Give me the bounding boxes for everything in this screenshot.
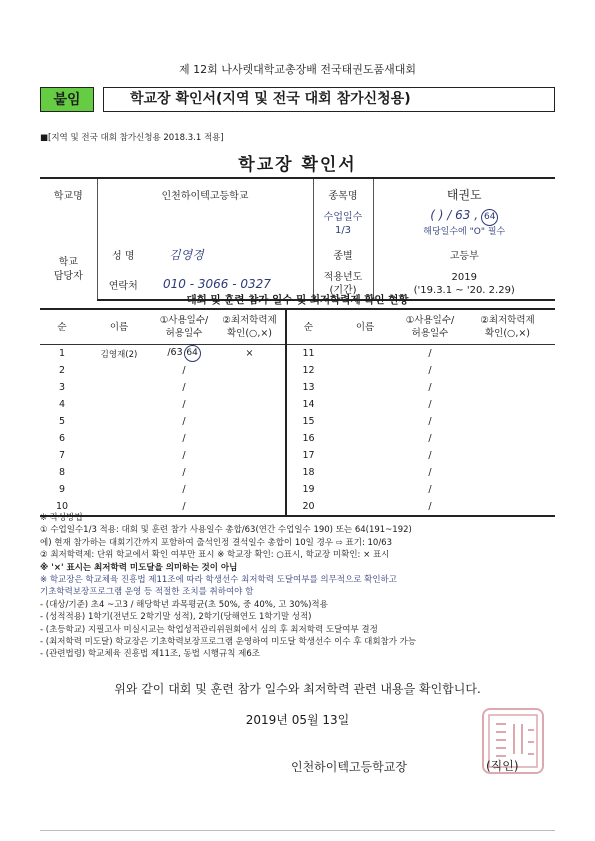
days-circled: 64	[184, 345, 201, 362]
contact-value: 010 - 3066 - 0327	[149, 269, 313, 300]
row-number: 4	[58, 399, 66, 410]
days-value-right: /	[400, 498, 460, 516]
note-line: ※ '×' 표시는 최저학력 미도달을 의미하는 것이 아님	[40, 562, 238, 573]
student-name	[84, 464, 154, 481]
days-cell	[154, 396, 214, 413]
grade-check	[214, 362, 286, 379]
row-number-right: 13	[286, 379, 330, 396]
days-cell	[154, 481, 214, 498]
student-name	[84, 362, 154, 379]
table-row	[40, 396, 555, 413]
student-name	[84, 447, 154, 464]
grade-check-right	[460, 396, 555, 413]
note-line: 에) 현재 참가하는 대회기간까지 포함하여 출석인정 결석일수 총합이 10일 경우 ⇨ 표기: 10/63	[40, 537, 393, 548]
col-grade-2: 확인(○,×)	[226, 328, 273, 339]
grade-check	[214, 464, 286, 481]
student-name: 김영재(2)	[100, 349, 138, 360]
row-number-right: 16	[286, 430, 330, 447]
col-grade: ②최저학력제	[222, 315, 277, 326]
days-value: /	[182, 450, 186, 461]
student-name	[84, 396, 154, 413]
student-name-right	[330, 396, 400, 413]
grade-check-right	[460, 481, 555, 498]
row-number-right: 12	[286, 362, 330, 379]
grade-check-right	[460, 430, 555, 447]
days-label: 수업일수	[323, 212, 363, 223]
student-name	[84, 481, 154, 498]
grade-check	[214, 447, 286, 464]
student-name-right	[330, 345, 400, 363]
table-row	[40, 413, 555, 430]
student-name-right	[330, 379, 400, 396]
days-value-right: /	[428, 365, 432, 376]
grade-check	[214, 430, 286, 447]
applies-note: ■[지역 및 전국 대회 참가신청용 2018.3.1 적용]	[40, 133, 224, 143]
days-value: /	[182, 467, 186, 478]
row-number: 10	[40, 498, 84, 516]
days-value: /	[182, 399, 186, 410]
col-days-right: ①사용일수/	[405, 315, 455, 326]
row-number: 3	[58, 382, 66, 393]
name-label: 성 명	[97, 239, 149, 269]
days-value: /	[182, 484, 186, 495]
seal-label: (직인)	[486, 759, 519, 773]
row-number-right: 15	[286, 413, 330, 430]
row-number: 1	[58, 348, 66, 359]
col-days-right-2: 허용일수	[411, 328, 449, 339]
year-label: 적용년도	[323, 272, 363, 283]
days-value-right: /	[428, 382, 432, 393]
note-line: - (최저학력 미도달) 학교장은 기초학력보장프로그램 운영하여 미도달 학생선수 이수 후 대회참가 가능	[40, 637, 417, 648]
days-cell	[154, 345, 214, 363]
grade-check-right	[460, 345, 555, 363]
student-name	[84, 379, 154, 396]
note-line: 기초학력보장프로그램 운영 등 적절한 조치를 취하여야 함	[40, 587, 254, 598]
note-line: ※ 학교장은 학교체육 진흥법 제11조에 따라 학생선수 최저학력 도달여부를 의무적으로 확인하고	[40, 575, 397, 586]
row-number-right: 14	[286, 396, 330, 413]
days-value-right: /	[428, 416, 432, 427]
bottom-rule	[40, 830, 555, 831]
days-cell	[154, 430, 214, 447]
days-value: /63	[167, 347, 183, 358]
col-days: ①사용일수/	[159, 315, 209, 326]
row-number-right: 18	[286, 464, 330, 481]
row-number-right: 20	[286, 498, 330, 516]
grade-check-right	[460, 379, 555, 396]
col-name: 이름	[84, 309, 154, 345]
manager-label-2: 담당자	[53, 270, 83, 282]
issue-date: 2019년 05월 13일	[245, 713, 350, 727]
days-value: ( ) / 63 ,	[430, 208, 479, 222]
info-table	[40, 177, 555, 301]
note-line: ① 수업일수1/3 적용: 대회 및 훈련 참가 사용일수 총합/63(연간 수업일수 190) 또는 64(191~192)	[40, 525, 412, 536]
student-name-right	[330, 362, 400, 379]
note-line: - (관련법령) 학교체육 진흥법 제11조, 동법 시행규칙 제6조	[40, 649, 260, 660]
table-row	[40, 481, 555, 498]
event-name: 제 12회 나사렛대학교총장배 전국태권도품새대회	[178, 63, 416, 76]
note-line: ※ 작성방법	[40, 513, 83, 523]
col-grade-right-2: 확인(○,×)	[484, 328, 531, 339]
days-value-right: /	[428, 399, 432, 410]
days-cell	[154, 447, 214, 464]
row-number: 9	[58, 484, 66, 495]
grade-check	[214, 481, 286, 498]
type-value: 고등부	[373, 239, 555, 269]
col-name-right: 이름	[330, 309, 400, 345]
student-name-right	[330, 447, 400, 464]
student-name-right	[330, 413, 400, 430]
row-number: 7	[58, 450, 66, 461]
event-value: 태권도	[373, 178, 555, 209]
grade-check: ×	[245, 348, 254, 359]
days-note: 해당일수에 "O" 필수	[423, 227, 506, 237]
school-label: 학교명	[40, 178, 97, 209]
note-line: ② 최저학력제: 단위 학교에서 확인 여부만 표시 ※ 학교장 확인: ○표시, 학교장 미확인: × 표시	[40, 550, 390, 561]
grade-check-right	[460, 413, 555, 430]
days-value-right: /	[428, 348, 432, 359]
row-number: 5	[58, 416, 66, 427]
row-number-right: 11	[286, 345, 330, 363]
table-row	[40, 362, 555, 379]
col-no: 순	[40, 309, 84, 345]
closing-statement: 위와 같이 대회 및 훈련 참가 일수와 최저학력 관련 내용을 확인합니다.	[114, 682, 481, 696]
participation-table	[40, 308, 555, 517]
days-value: /	[182, 416, 186, 427]
days-value: /	[182, 382, 186, 393]
year-period: ('19.3.1 ~ '20. 2.29)	[413, 285, 515, 296]
student-name-right	[330, 464, 400, 481]
table-row	[40, 464, 555, 481]
table-row	[40, 447, 555, 464]
note-line: - (대상/기준) 초4 ~고3 / 해당학년 과목평균(초 50%, 중 40%, 고 30%)적용	[40, 599, 328, 610]
instructions	[40, 512, 560, 661]
form-heading: 학교장 확인서(지역 및 전국 대회 참가신청용)	[103, 87, 555, 112]
row-number-right: 19	[286, 481, 330, 498]
school-name: 인천하이텍고등학교	[97, 178, 313, 209]
grade-check-right	[460, 464, 555, 481]
row-number: 6	[58, 433, 66, 444]
col-no-right: 순	[286, 309, 330, 345]
days-cell	[154, 464, 214, 481]
days-cell	[154, 362, 214, 379]
days-cell	[154, 413, 214, 430]
note-line: - (초등학교) 지필고사 미실시교는 학업성적관리위원회에서 심의 후 최저학력 도달여부 결정	[40, 624, 378, 635]
year-value: 2019	[451, 272, 477, 283]
row-number-right: 17	[286, 447, 330, 464]
row-number: 2	[58, 365, 66, 376]
days-circled: 64	[481, 209, 498, 226]
signer: 인천하이텍고등학교장	[291, 760, 407, 774]
grade-check	[214, 396, 286, 413]
table-row	[40, 379, 555, 396]
days-value: /	[182, 365, 186, 376]
manager-name: 김영경	[169, 247, 204, 262]
days-value-right: /	[428, 467, 432, 478]
student-name	[84, 413, 154, 430]
days-value-right: /	[428, 450, 432, 461]
days-value: /	[182, 501, 186, 512]
year-label-2: (기간)	[329, 285, 357, 296]
type-label: 종별	[313, 239, 373, 269]
student-name	[84, 430, 154, 447]
student-name-right	[330, 481, 400, 498]
grade-check-right	[460, 362, 555, 379]
student-name-right	[330, 430, 400, 447]
row-number: 8	[58, 467, 66, 478]
col-grade-right: ②최저학력제	[480, 315, 535, 326]
days-value-right: /	[428, 484, 432, 495]
days-value: /	[182, 433, 186, 444]
days-value-right: /	[428, 433, 432, 444]
contact-label: 연락처	[97, 269, 149, 300]
days-cell	[154, 379, 214, 396]
grade-check	[214, 413, 286, 430]
event-label: 종목명	[313, 178, 373, 209]
manager-label: 학교	[58, 256, 78, 268]
table-row	[40, 345, 555, 363]
table-row	[40, 430, 555, 447]
grade-check-right	[460, 447, 555, 464]
days-label-ratio: 1/3	[334, 225, 352, 236]
grade-check	[214, 379, 286, 396]
attachment-badge: 붙임	[40, 87, 94, 112]
note-line: - (성적적용) 1학기(전년도 2학기말 성적), 2학기(당해연도 1학기말 성적)	[40, 612, 312, 623]
document-title: 학교장 확인서	[238, 155, 357, 175]
col-days-2: 허용일수	[165, 328, 203, 339]
table-title: 대회 및 훈련 참가 일수 및 최저학력제 확인 현황	[186, 294, 409, 306]
